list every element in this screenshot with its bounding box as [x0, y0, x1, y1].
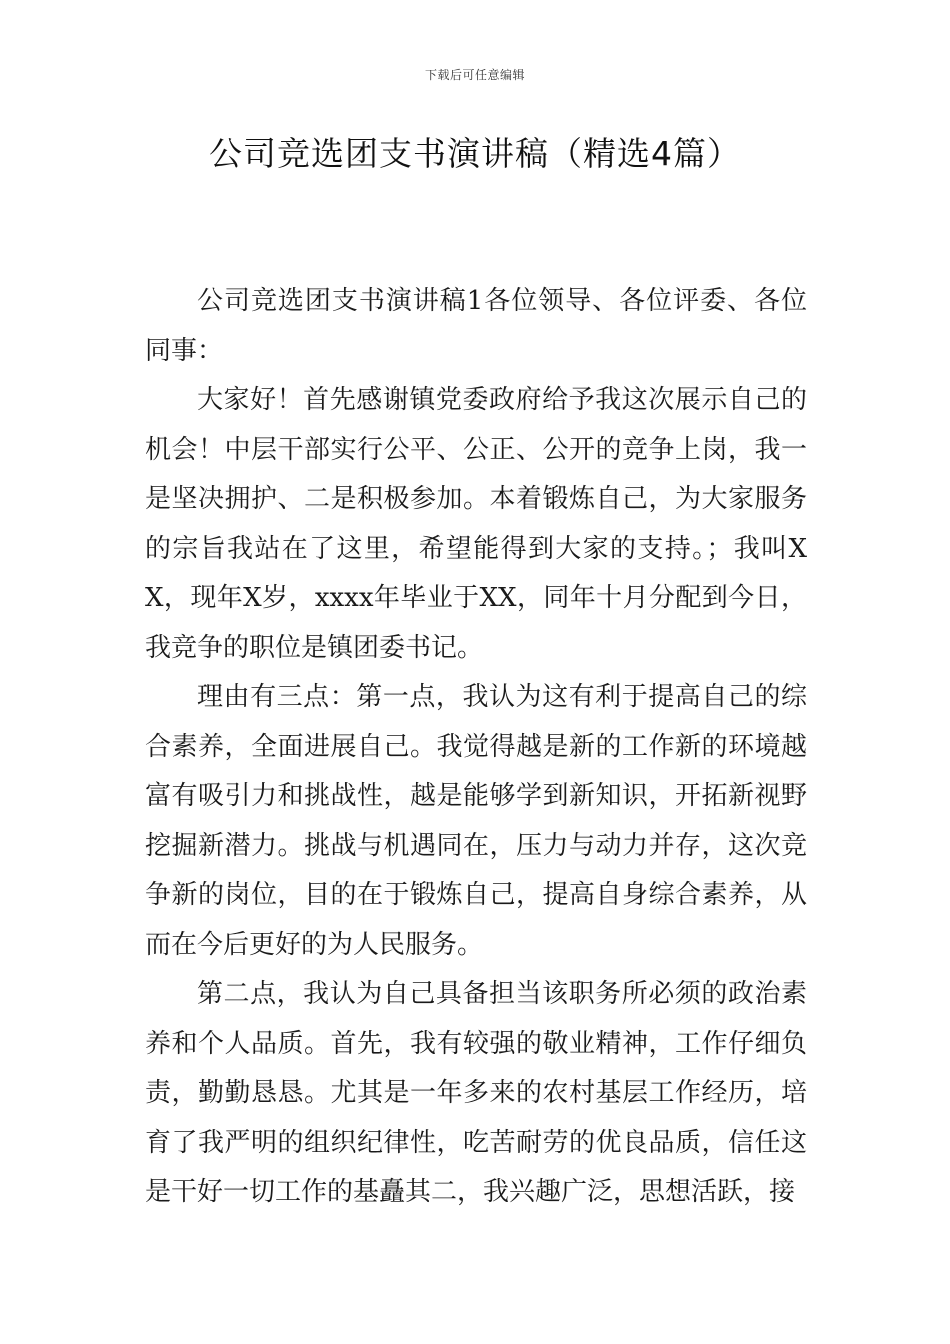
document-title: 公司竞选团支书演讲稿（精选4篇）	[209, 134, 741, 173]
document-body	[145, 277, 807, 1218]
paragraph-reason-one: 理由有三点：第一点，我认为这有利于提高自己的综合素养，全面进展自己。我觉得越是新的工作新的环境越富有吸引力和挑战性，越是能够学到新知识，开拓新视野挖掘新潜力。挑战与机遇同在，压力与动力并存，这次竞争新的岗位，目的在于锻炼自己，提高自身综合素养，从而在今后更好的为人民服务。	[145, 682, 807, 960]
paragraph-reason-two: 第二点，我认为自己具备担当该职务所必须的政治素养和个人品质。首先，我有较强的敬业精神，工作仔细负责，勤勤恳恳。尤其是一年多来的农村基层工作经历，培育了我严明的组织纪律性，吃苦耐劳的优良品质，信任这是干好一切工作的基矗其二，我兴趣广泛，思想活跃，接	[145, 979, 807, 1207]
paragraph-greeting: 大家好！首先感谢镇党委政府给予我这次展示自己的机会！中层干部实行公平、公正、公开的竞争上岗，我一是坚决拥护、二是积极参加。本着锻炼自己，为大家服务的宗旨我站在了这里，希望能得到大家的支持。；我叫XX，现年X岁，xxxx年毕业于XX，同年十月分配到今日，我竞争的职位是镇团委书记。	[145, 385, 807, 663]
header-note: 下载后可任意编辑	[424, 68, 525, 82]
paragraph-intro: 公司竞选团支书演讲稿1各位领导、各位评委、各位同事：	[145, 286, 807, 366]
